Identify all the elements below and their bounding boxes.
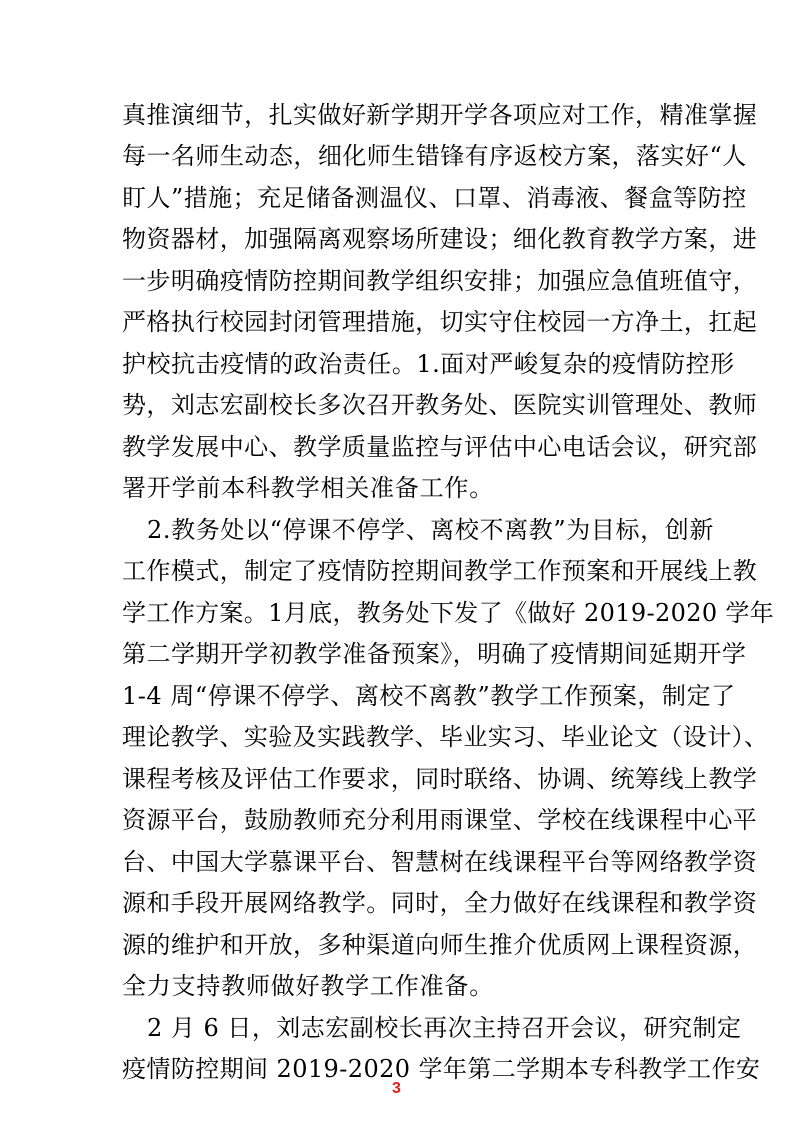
paragraph-line: 盯人”措施；充足储备测温仪、口罩、消毒液、餐盒等防控 <box>122 184 747 212</box>
paragraph-line: 资源平台，鼓励教师充分利用雨课堂、学校在线课程中心平 <box>122 806 758 834</box>
paragraph-line: 署开学前本科教学相关准备工作。 <box>122 474 494 502</box>
paragraph-line: 工作模式，制定了疫情防控期间教学工作预案和开展线上教 <box>122 557 758 585</box>
paragraph-line: 严格执行校园封闭管理措施，切实守住校园一方净土，扛起 <box>122 308 758 336</box>
paragraph-line: 物资器材，加强隔离观察场所建设；细化教育教学方案，进 <box>122 225 758 253</box>
paragraph-line: 教学发展中心、教学质量监控与评估中心电话会议，研究部 <box>122 433 758 461</box>
paragraph-line: 真推演细节，扎实做好新学期开学各项应对工作，精准掌握 <box>122 101 758 129</box>
paragraph-line: 2 月 6 日，刘志宏副校长再次主持召开会议，研究制定 <box>147 1014 742 1042</box>
paragraph-line: 势，刘志宏副校长多次召开教务处、医院实训管理处、教师 <box>122 391 758 419</box>
page-number: 3 <box>392 1080 401 1097</box>
paragraph-line: 疫情防控期间 2019-2020 学年第二学期本专科教学工作安 <box>122 1055 761 1083</box>
paragraph-line: 源的维护和开放，多种渠道向师生推介优质网上课程资源， <box>122 931 758 959</box>
paragraph-line: 每一名师生动态，细化师生错锋有序返校方案，落实好“人 <box>122 142 747 170</box>
paragraph-line: 台、中国大学慕课平台、智慧树在线课程平台等网络教学资 <box>122 848 758 876</box>
paragraph-line: 学工作方案。1月底，教务处下发了《做好 2019-2020 学年 <box>122 599 775 627</box>
paragraph-line: 一步明确疫情防控期间教学组织安排；加强应急值班值守， <box>122 267 758 295</box>
paragraph-line: 第二学期开学初教学准备预案》，明确了疫情期间延期开学 <box>122 640 747 668</box>
paragraph-line: 理论教学、实验及实践教学、毕业实习、毕业论文（设计）、 <box>122 723 769 751</box>
paragraph-line: 全力支持教师做好教学工作准备。 <box>122 972 494 1000</box>
paragraph-line: 护校抗击疫情的政治责任。1.面对严峻复杂的疫情防控形 <box>122 350 735 378</box>
paragraph-line: 2.教务处以“停课不停学、离校不离教”为目标，创新 <box>147 516 715 544</box>
paragraph-line: 源和手段开展网络教学。同时，全力做好在线课程和教学资 <box>122 889 758 917</box>
paragraph-line: 1-4 周“停课不停学、离校不离教”教学工作预案，制定了 <box>122 682 736 710</box>
paragraph-line: 课程考核及评估工作要求，同时联络、协调、统筹线上教学 <box>122 765 758 793</box>
